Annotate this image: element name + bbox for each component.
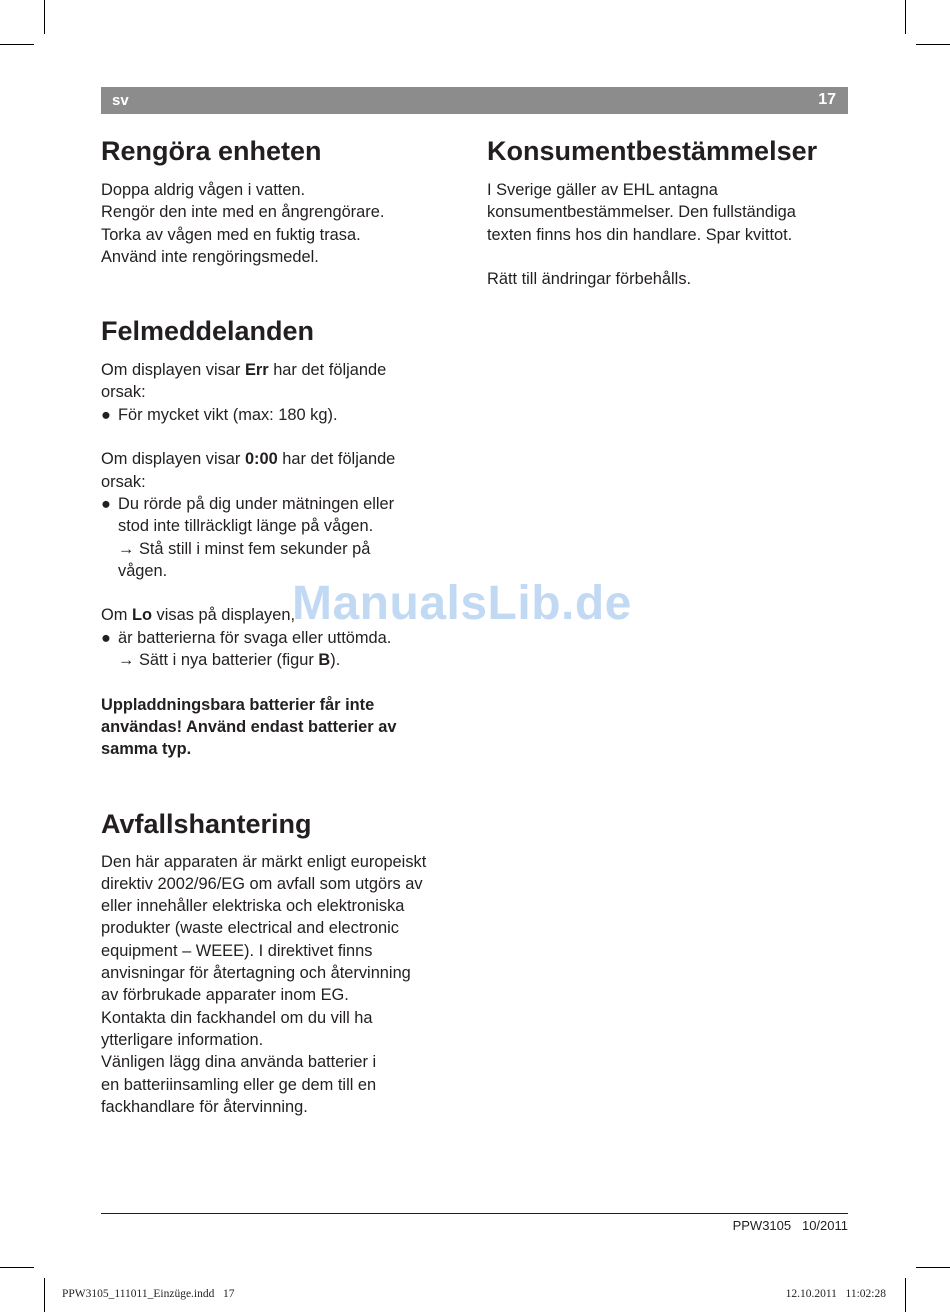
crop-mark	[0, 1267, 34, 1268]
print-slug-datetime: 12.10.2011 11:02:28	[785, 1288, 886, 1300]
text-line: fackhandlare för återvinning.	[101, 1097, 308, 1116]
footer-divider	[101, 1213, 848, 1214]
crop-mark	[916, 1267, 950, 1268]
crop-mark	[905, 1278, 906, 1312]
text-line: Om displayen visar 0:00 har det följande	[101, 450, 396, 469]
text-line: Om Lo visas på displayen,	[101, 606, 296, 625]
text-line: anvisningar för återtagning och återvinning	[101, 964, 411, 983]
section-consumer-rules	[487, 134, 849, 290]
text-line: en batteriinsamling eller ge dem till en	[101, 1075, 377, 1094]
page-number: 17	[818, 91, 836, 108]
text-line: → Sätt i nya batterier (figur B).	[118, 651, 341, 670]
text-line: Vänligen lägg dina använda batterier i	[101, 1053, 377, 1072]
crop-mark	[44, 1278, 45, 1312]
text-line: av förbrukade apparater inom EG.	[101, 986, 349, 1005]
text-line: Rengör den inte med en ångrengörare.	[101, 203, 385, 222]
section-title: Rengöra enheten	[101, 136, 322, 166]
list-item: ● Du rörde på dig under mätningen eller	[101, 493, 471, 515]
text-line: orsak:	[101, 383, 146, 402]
bullet-icon: ●	[101, 405, 111, 424]
crop-mark	[916, 44, 950, 45]
right-column	[487, 134, 849, 290]
list-item: ● För mycket vikt (max: 180 kg).	[101, 404, 471, 426]
watermark: ManualsLib.de	[292, 577, 632, 630]
text-line: eller innehåller elektriska och elektroniska	[101, 897, 405, 916]
text-line: Kontakta din fackhandel om du vill ha	[101, 1008, 373, 1027]
error-code: Lo	[131, 606, 152, 625]
warning-text: Uppladdningsbara batterier får inte	[101, 695, 375, 714]
warning-text: samma typ.	[101, 740, 192, 759]
text-line: Rätt till ändringar förbehålls.	[487, 270, 692, 289]
crop-mark	[44, 0, 45, 34]
text-line: texten finns hos din handlare. Spar kvittot.	[487, 225, 793, 244]
error-code: Err	[244, 361, 269, 380]
bullet-icon: ●	[101, 494, 111, 513]
text-line: ytterligare information.	[101, 1030, 264, 1049]
text-line: → Stå still i minst fem sekunder på	[118, 539, 371, 558]
crop-mark	[905, 0, 906, 34]
text-line: Torka av vågen med en fuktig trasa.	[101, 225, 361, 244]
section-title: Konsumentbestämmelser	[487, 136, 818, 166]
section-cleaning	[101, 134, 471, 268]
language-code: sv	[112, 92, 129, 109]
text-line: direktiv 2002/96/EG om avfall som utgörs av	[101, 874, 423, 893]
text-line: Använd inte rengöringsmedel.	[101, 247, 319, 266]
error-code: 0:00	[244, 450, 278, 469]
page-header-bar	[101, 87, 848, 114]
text-line: stod inte tillräckligt länge på vågen.	[118, 517, 374, 536]
print-slug-file: PPW3105_111011_Einzüge.indd 17	[62, 1288, 235, 1300]
text-line: produkter (waste electrical and electronic	[101, 919, 399, 938]
text-line: Om displayen visar Err har det följande	[101, 361, 387, 380]
text-line: equipment – WEEE). I direktivet finns	[101, 941, 373, 960]
text-line: Den här apparaten är märkt enligt europeiskt	[101, 852, 427, 871]
section-title: Avfallshantering	[101, 808, 312, 839]
text-line: konsumentbestämmelser. Den fullständiga	[487, 203, 796, 222]
crop-mark	[0, 44, 34, 45]
warning-text: användas! Använd endast batterier av	[101, 717, 397, 736]
text-line: vågen.	[118, 561, 168, 580]
text-line: Doppa aldrig vågen i vatten.	[101, 181, 306, 199]
footer-model-date: PPW3105 10/2011	[732, 1218, 848, 1233]
section-title: Felmeddelanden	[101, 316, 315, 347]
section-disposal	[101, 807, 471, 1119]
text-line: orsak:	[101, 472, 146, 491]
bullet-icon: ●	[101, 628, 111, 647]
section-error-messages	[101, 314, 471, 760]
text-line: I Sverige gäller av EHL antagna	[487, 181, 718, 199]
list-item: ● är batterierna för svaga eller uttömda.	[101, 627, 471, 649]
